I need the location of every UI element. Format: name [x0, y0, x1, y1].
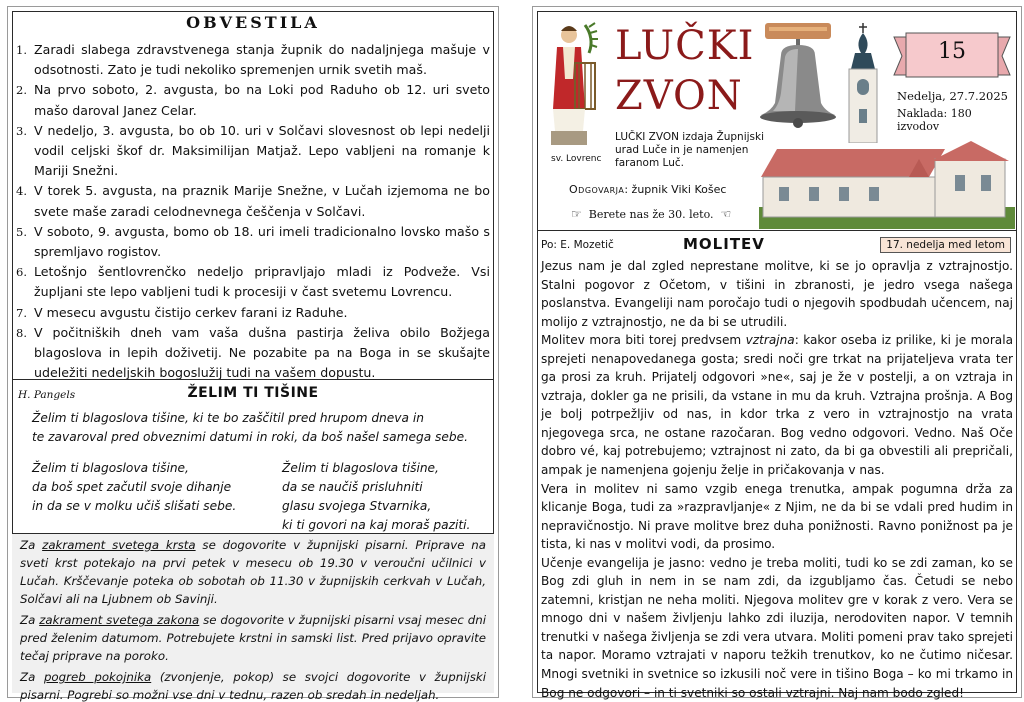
- prayer-title: MOLITEV: [683, 235, 765, 253]
- saint-caption: sv. Lovrenc: [551, 154, 602, 164]
- notice-item: 2. Na prvo soboto, 2. avgusta, bo na Loki pod Raduho ob 12. uri sveto mašo daroval Janez Celar.: [16, 82, 490, 118]
- masthead-title-line2: ZVON: [615, 73, 743, 119]
- prayer-paragraph: Jezus nam je dal zgled neprestane molitve, ki se jo opravlja z vztrajnostjo. Stalni pogovor z Očetom, v tišini in zbranosti, je jedro vsega našega poslanstva. Evangeliji nam poročajo tudi o njegovih spodbudah učencem, naj molijo z vztrajnostjo, ne da bi se utrudili.: [541, 259, 1013, 329]
- notice-item: 3. V nedeljo, 3. avgusta, bo ob 10. uri v Solčavi slovesnost ob lepi nedelji vodil celjski škof dr. Maksimilijan Matjaž. Lepo vabljeni na romanje k Mariji Snežni.: [16, 122, 490, 179]
- issue-number: 15: [938, 39, 966, 64]
- bell-image: [755, 21, 841, 131]
- sacraments-box: [12, 533, 494, 702]
- masthead-title-line1: LUČKI: [615, 23, 755, 69]
- pointing-hand-icon: ☜: [720, 207, 732, 221]
- publisher-note: LUČKI ZVON izdaja Župnijski urad Luče in je namenjen faranom Luč.: [615, 131, 764, 169]
- church-tower-image: [835, 23, 891, 143]
- funeral-note: Za pogreb pokojnika (zvonjenje, pokop) se svojci dogovorite v župnijski pisarni. Pogrebi so možni vse dni v tednu, razen ob sredah in nedeljah.: [20, 670, 487, 702]
- editor-line: Odgovarja: župnik Viki Košec: [569, 183, 727, 196]
- wish-intro: Želim ti blagoslova tišine, ki te bo zaščitil pred hrupom dneva in te zavaroval pred obveznimi datumi in roki, da boš našel samega sebe.: [32, 411, 469, 444]
- prayer-paragraph: Učenje evangelija je jasno: vedno je treba moliti, tudi ko se zdi zaman, ko se Bog zdi gluh in nem in se nam zdi, da izgubljamo čas. Četudi se nebo zatemni, kristjan ne neha moliti. Njegova molitev gre v korak z vero. Vera se mnogo dni v našem življenju lahko zdi iluzija, nerodoviten napor. V temnih trenutki v našega življenja se zdi vera utvara. Moliti pomeni prav tako sprejeti ta napor. Moramo vztrajati v naporu težkih trenutkov, ko ne čutimo ničesar. Mnogi svetniki in svetnice so izkusili noč vere in tišino Boga – ko mi trkamo in Bog ne odgovori – in ti svetniki so ostali vztrajni. Naj nam bodo zgled!: [541, 555, 1013, 700]
- wish-verse-right: Želim ti blagoslova tišine, da se naučiš prisluhniti glasu svojega Stvarnika, ki ti govori na kaj moraš paziti.: [282, 461, 471, 532]
- section-divider: [12, 379, 494, 380]
- marriage-note: Za zakrament svetega zakona se dogovorite v župnijski pisarni vsaj mesec dni pred želenim datumom. Potrebujete krstni in samski list. Pred prijavo opravite tečaj priprave na poroko.: [20, 613, 486, 663]
- prayer-author: Po: E. Mozetič: [541, 239, 614, 251]
- notice-item: 8. V počitniških dneh vam vaša dušna pastirja želiva obilo Božjega blagoslova in lepih doživetij. Ne pozabite pa na Boga in se skušajte udeležiti nedeljskih bogoslužij tudi na vašem dopustu.: [16, 324, 490, 381]
- right-page: [532, 6, 1022, 698]
- notices-list: [16, 40, 490, 383]
- church-image: [759, 139, 1015, 229]
- notice-item: 6. Letošnjo šentlovrenčko nedeljo pripravljajo mladi iz Podveže. Vsi župljani ste lepo vabljeni tudi k procesiji v čast svetemu Lovrencu.: [16, 264, 490, 300]
- notices-title: OBVESTILA: [186, 13, 320, 32]
- left-page: [7, 6, 499, 702]
- prayer-paragraph: Vera in molitev ni samo vzgib enega trenutka, ampak pogumna drža za klicanje Boga, tudi za »razpravljanje« z Njim, ne da bi se vdali pred hudim in nepravičnostjo. Ni prave molitve brez duha ponižnosti. Ravno ponižnost pa je tista, ki nas v molitvi vodi, da prosimo.: [541, 481, 1013, 552]
- notice-item: 1. Zaradi slabega zdravstvenega stanja župnik do nadaljnjega mašuje v odsotnosti. Zato je tudi nekoliko spremenjen urnik svetih maš.: [16, 42, 490, 78]
- sunday-badge: 17. nedelja med letom: [880, 237, 1011, 253]
- pointing-hand-icon: ☞: [571, 207, 582, 221]
- print-run: Naklada: 180 izvodov: [897, 107, 972, 133]
- years-line: ☞ Berete nas že 30. leto. ☜: [571, 207, 732, 221]
- wish-verse-left: Želim ti blagoslova tišine, da boš spet začutil svoje dihanje in da se v molku učiš slišati sebe.: [32, 461, 237, 513]
- wish-title: ŽELIM TI TIŠINE: [187, 385, 319, 401]
- prayer-body: [541, 257, 1013, 702]
- issue-date: Nedelja, 27.7.2025: [897, 89, 1008, 103]
- notice-item: 7. V mesecu avgustu čistijo cerkev farani iz Raduhe.: [16, 304, 348, 320]
- baptism-note: Za zakrament svetega krsta se dogovorite v župnijski pisarni. Priprave na sveti krst potekajo na prvi petek v mesecu ob 19.30 v veroučni učilnici v Lučah. Krščevanje poteka ob sobotah ob 11.30 v župnijskih cerkvah v Lučah, Solčavi ali na Ljubnem ob Savinji.: [20, 538, 486, 606]
- masthead: [537, 11, 1017, 231]
- notice-item: 4. V torek 5. avgusta, na praznik Marije Snežne, v Lučah izjemoma ne bo svete maše zaradi celodnevnega češčenja v Solčavi.: [16, 183, 490, 219]
- prayer-paragraph: Molitev mora biti torej predvsem vztrajna: kakor oseba iz prilike, ki je morala sprejeti nenapovedanega gosta; sredi noči gre trkat na prijateljeva vrata ter ga prosi za kruh. Prijatelj odgovori »ne«, saj je že v postelji, a on vztraja in vztraja, dokler ga ne prisili, da vstane in mu da kruh. Vztrajna prošnja. A Bog je bolj potrpežljiv od nas, in kdor trka z vero in vztrajnostjo na vrata njegovega srca, ne ostane razočaran. Bog vedno odgovori. Vedno. Naš Oče dobro vé, kaj potrebujemo; vztrajnost ni zato, da bi ga obvestili ali prepričali, ampak je namenjena gojenju želje in pričakovanja v nas.: [541, 333, 1013, 478]
- notice-item: 5. V soboto, 9. avgusta, bomo ob 18. uri imeli tradicionalno lovsko mašo s spremljavo rogistov.: [16, 223, 490, 260]
- saint-lawrence-image: [545, 19, 605, 151]
- wish-author: H. Pangels: [18, 389, 76, 401]
